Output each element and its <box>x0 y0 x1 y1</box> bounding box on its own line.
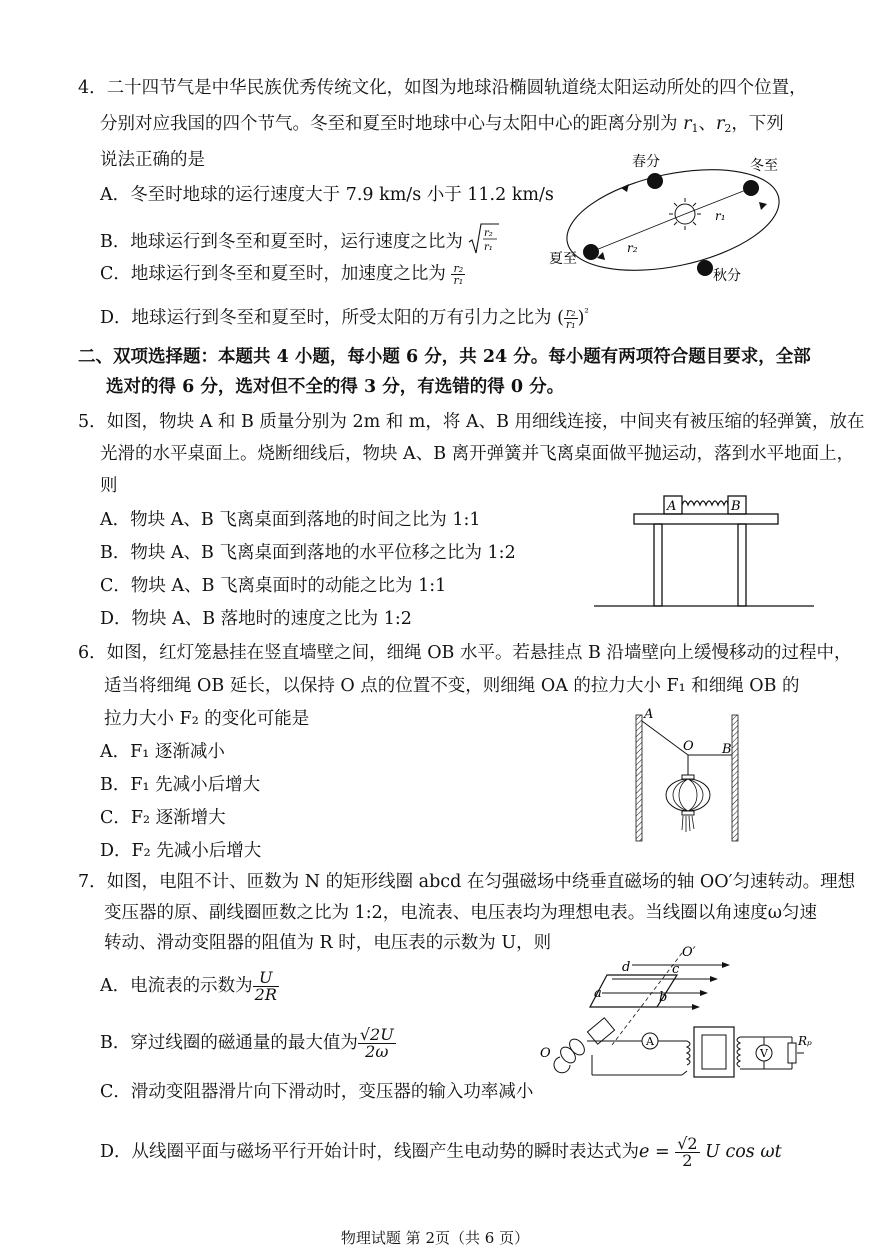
frac-num: √2 <box>677 1134 698 1153</box>
label-o: O <box>683 739 694 754</box>
q7-line1: 7．如图，电阻不计、匝数为 N 的矩形线圈 abcd 在匀强磁场中绕垂直磁场的轴 OO′匀速转动。理想 <box>78 872 856 892</box>
earth-spring <box>647 173 663 189</box>
frac-den: r₁ <box>565 317 576 331</box>
lantern-diagram <box>628 705 748 845</box>
q5-option-a: A．物块 A、B 飞离桌面到落地的时间之比为 1:1 <box>100 510 481 530</box>
q5-option-c: C．物块 A、B 飞离桌面时的动能之比为 1:1 <box>100 576 447 596</box>
sep: 、 <box>698 114 716 134</box>
q6-option-c: C．F₂ 逐渐增大 <box>100 808 226 828</box>
q5-line2: 光滑的水平桌面上。烧断细线后，物块 A、B 离开弹簧并飞离桌面做平抛运动，落到水平地面上， <box>100 444 855 464</box>
frac-num: r₂ <box>484 228 494 239</box>
label-a: A <box>667 499 677 514</box>
q4-line2-text: 分别对应我国的四个节气。冬至和夏至时地球中心与太阳中心的距离分别为 <box>100 114 684 134</box>
q7-line3: 转动、滑动变阻器的阻值为 R 时，电压表的示数为 U，则 <box>104 933 552 953</box>
q4-option-c <box>100 262 465 286</box>
table-leg-left <box>654 524 662 606</box>
frac-num: r₂ <box>565 305 576 319</box>
label-summer: 夏至 <box>549 251 577 267</box>
ammeter-label: A <box>646 1035 654 1048</box>
q4-line3: 说法正确的是 <box>100 150 205 170</box>
earth-winter <box>743 180 759 196</box>
q7-option-c: C．滑动变阻器滑片向下滑动时，变压器的输入功率减小 <box>100 1082 534 1102</box>
section2-line2: 选对的得 6 分，选对但不全的得 3 分，有选错的得 0 分。 <box>106 377 565 397</box>
table-leg-right <box>738 524 746 606</box>
transformer-window <box>702 1035 726 1069</box>
wall-left <box>636 715 642 841</box>
frac-d <box>675 1136 699 1169</box>
q4-option-b-text: B．地球运行到冬至和夏至时，运行速度之比为 <box>100 232 463 252</box>
q7-option-d <box>100 1136 782 1169</box>
accel-ratio <box>451 263 465 286</box>
q5-line3: 则 <box>100 476 118 496</box>
q4-line2-end: ，下列 <box>731 114 784 134</box>
eq-tail: U cos ωt <box>705 1142 782 1162</box>
slip-rings <box>558 1018 615 1066</box>
wall-right <box>732 715 738 841</box>
frac-num: U <box>253 970 279 987</box>
table-top <box>634 514 778 524</box>
label-a: A <box>644 707 654 722</box>
q6-line2: 适当将细绳 OB 延长，以保持 O 点的位置不变，则细绳 OA 的拉力大小 F₁ 和细绳 OB 的 <box>104 676 800 696</box>
label-spring: 春分 <box>632 154 660 170</box>
sub-2: 2 <box>724 122 732 135</box>
arrow <box>759 202 767 210</box>
arrow <box>621 184 629 192</box>
q4-option-d-text: D．地球运行到冬至和夏至时，所受太阳的万有引力之比为 <box>100 307 552 328</box>
frac-b <box>358 1027 396 1060</box>
q7-option-b <box>100 1027 396 1060</box>
earth-summer <box>583 244 599 260</box>
q7-line2: 变压器的原、副线圈匝数之比为 1:2，电流表、电压表均为理想电表。当线圈以角速度ω匀速 <box>104 903 817 923</box>
eq-lhs: e = <box>639 1142 670 1162</box>
secondary-coil <box>737 1037 740 1067</box>
frac-den: r₁ <box>484 242 494 253</box>
q6-line3: 拉力大小 F₂ 的变化可能是 <box>104 709 310 729</box>
frac-den: 2 <box>682 1151 693 1170</box>
rope-oa <box>642 721 688 755</box>
label-b: B <box>731 499 741 514</box>
q6-option-a: A．F₁ 逐渐减小 <box>100 742 225 762</box>
r2-line <box>591 214 685 252</box>
q7-option-a <box>100 970 279 1003</box>
sqrt-fraction <box>468 222 500 263</box>
orbit-diagram <box>535 148 795 288</box>
q4-line2 <box>100 112 784 141</box>
primary-coil <box>687 1041 690 1065</box>
q5-option-b: B．物块 A、B 飞离桌面到落地的水平位移之比为 1:2 <box>100 543 516 563</box>
q6-option-d: D．F₂ 先减小后增大 <box>100 841 262 861</box>
rotation-arrow <box>554 1057 570 1073</box>
earth-autumn <box>697 260 713 276</box>
q6-option-b: B．F₁ 先减小后增大 <box>100 775 261 795</box>
q4-line1: 4．二十四节气是中华民族优秀传统文化，如图为地球沿椭圆轨道绕太阳运动所处的四个位置， <box>78 78 807 98</box>
label-b: b <box>659 990 668 1005</box>
page-footer: 物理试题 第 2页（共 6 页） <box>340 1229 530 1247</box>
label-o-prime: O′ <box>682 945 696 960</box>
voltmeter-label: V <box>760 1047 768 1060</box>
force-ratio <box>564 307 578 330</box>
rheostat <box>788 1043 796 1063</box>
q7-option-d-text: D．从线圈平面与磁场平行开始计时，线圈产生电动势的瞬时表达式为 <box>100 1142 640 1162</box>
q7-option-a-text: A．电流表的示数为 <box>100 976 253 996</box>
r-symbol: r <box>683 114 692 134</box>
q4-option-a: A．冬至时地球的运行速度大于 7.9 km/s 小于 11.2 km/s <box>100 185 554 205</box>
r-symbol: r <box>715 114 725 134</box>
label-a: a <box>594 986 602 1001</box>
sqrt-sign <box>468 222 500 256</box>
label-c: c <box>672 962 680 977</box>
frac-a <box>253 970 279 1003</box>
frac-num: √2U <box>359 1025 394 1044</box>
label-b: B <box>722 742 732 757</box>
q6-line1: 6．如图，红灯笼悬挂在竖直墙壁之间，细绳 OB 水平。若悬挂点 B 沿墙壁向上缓慢移动的过程中， <box>78 643 852 663</box>
table-blocks-diagram <box>592 488 818 610</box>
label-r2: r₂ <box>627 241 638 255</box>
q7-option-b-text: B．穿过线圈的磁通量的最大值为 <box>100 1033 358 1053</box>
square: ² <box>584 306 589 319</box>
wire <box>682 1071 687 1075</box>
lantern-icon <box>666 775 710 832</box>
generator-circuit-diagram <box>532 945 832 1085</box>
magnetic-field-lines <box>592 965 722 1007</box>
label-autumn: 秋分 <box>713 268 741 284</box>
q4-option-c-text: C．地球运行到冬至和夏至时，加速度之比为 <box>100 264 446 284</box>
label-o: O <box>540 1046 551 1061</box>
section2-line1: 二、双项选择题：本题共 4 小题，每小题 6 分，共 24 分。每小题有两项符合题目要求，全部 <box>78 347 811 367</box>
label-r1: r₁ <box>715 209 726 223</box>
label-rp: Rₚ <box>798 1034 812 1048</box>
q5-line1: 5．如图，物块 A 和 B 质量分别为 2m 和 m，将 A、B 用细线连接，中间夹有被压缩的轻弹簧，放在 <box>78 412 865 432</box>
frac-den: 2R <box>254 985 277 1004</box>
label-winter: 冬至 <box>750 158 778 174</box>
q4-option-b <box>100 222 500 263</box>
frac-num: r₂ <box>453 262 464 275</box>
label-d: d <box>622 960 631 975</box>
sub-1: 1 <box>691 122 699 135</box>
frac-den: r₁ <box>453 274 464 287</box>
q5-option-d: D．物块 A、B 落地时的速度之比为 1:2 <box>100 609 412 629</box>
spring-icon <box>682 501 728 505</box>
q4-option-d: D．地球运行到冬至和夏至时，所受太阳的万有引力之比为 ( $\frac{\text{r₂}}{\text{r₁}}$ )$^{^2}$ <box>100 305 589 331</box>
field-arrows <box>692 962 730 1010</box>
frac-den: 2ω <box>365 1042 389 1061</box>
